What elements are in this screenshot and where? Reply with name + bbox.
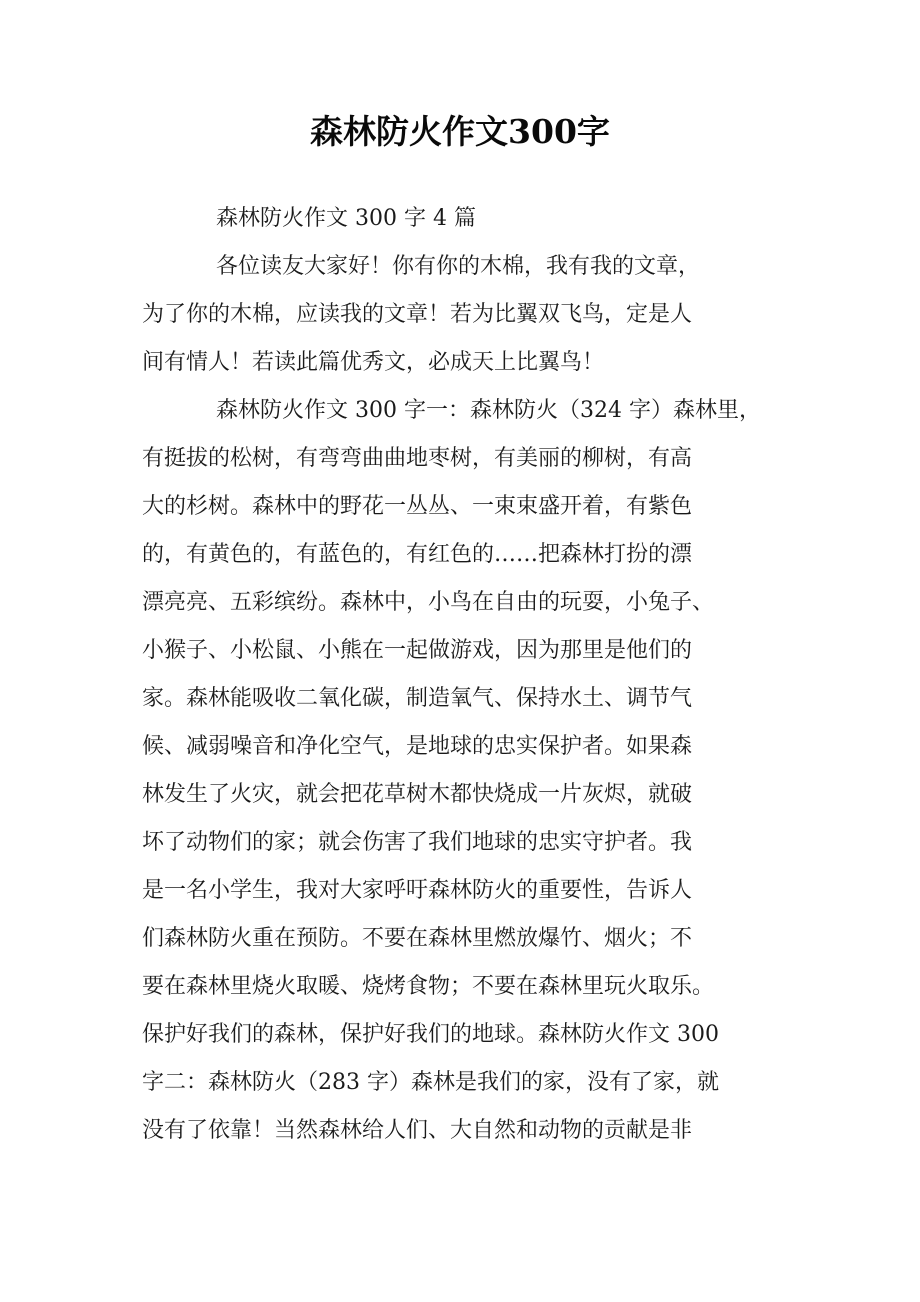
document-body — [142, 195, 802, 1155]
body-text-line: 保护好我们的森林，保护好我们的地球。森林防火作文 300 — [142, 1022, 719, 1047]
body-text-line: 没有了依靠！当然森林给人们、大自然和动物的贡献是非 — [142, 1118, 693, 1143]
body-text-line: 是一名小学生，我对大家呼吁森林防火的重要性，告诉人 — [142, 878, 693, 903]
body-text-line: 森林防火作文 300 字一：森林防火（324 字）森林里， — [216, 398, 761, 423]
body-text-line: 们森林防火重在预防。不要在森林里燃放爆竹、烟火；不 — [142, 926, 693, 951]
body-text-line: 坏了动物们的家；就会伤害了我们地球的忠实守护者。我 — [142, 830, 693, 855]
body-text-line: 林发生了火灾，就会把花草树木都快烧成一片灰烬，就破 — [142, 782, 693, 807]
body-text-line: 家。森林能吸收二氧化碳，制造氧气、保持水土、调节气 — [142, 686, 693, 711]
body-text-line: 间有情人！若读此篇优秀文，必成天上比翼鸟！ — [142, 350, 605, 375]
body-text-line: 漂亮亮、五彩缤纷。森林中，小鸟在自由的玩耍，小兔子、 — [142, 590, 715, 615]
body-text-line: 小猴子、小松鼠、小熊在一起做游戏，因为那里是他们的 — [142, 638, 693, 663]
body-text-line: 为了你的木棉，应读我的文章！若为比翼双飞鸟，定是人 — [142, 302, 693, 327]
document-title: 森林防火作文300字 — [310, 112, 610, 151]
body-text-line: 森林防火作文 300 字 4 篇 — [216, 206, 476, 231]
body-text-line: 要在森林里烧火取暖、烧烤食物；不要在森林里玩火取乐。 — [142, 974, 715, 999]
body-text-line: 有挺拔的松树，有弯弯曲曲地枣树，有美丽的柳树，有高 — [142, 446, 693, 471]
body-text-line: 候、减弱噪音和净化空气，是地球的忠实保护者。如果森 — [142, 734, 693, 759]
body-text-line: 大的杉树。森林中的野花一丛丛、一束束盛开着，有紫色 — [142, 494, 693, 519]
body-text-line: 的，有黄色的，有蓝色的，有红色的……把森林打扮的漂 — [142, 542, 693, 567]
body-text-line: 各位读友大家好！你有你的木棉，我有我的文章， — [216, 254, 701, 279]
body-text-line: 字二：森林防火（283 字）森林是我们的家，没有了家，就 — [142, 1070, 719, 1095]
